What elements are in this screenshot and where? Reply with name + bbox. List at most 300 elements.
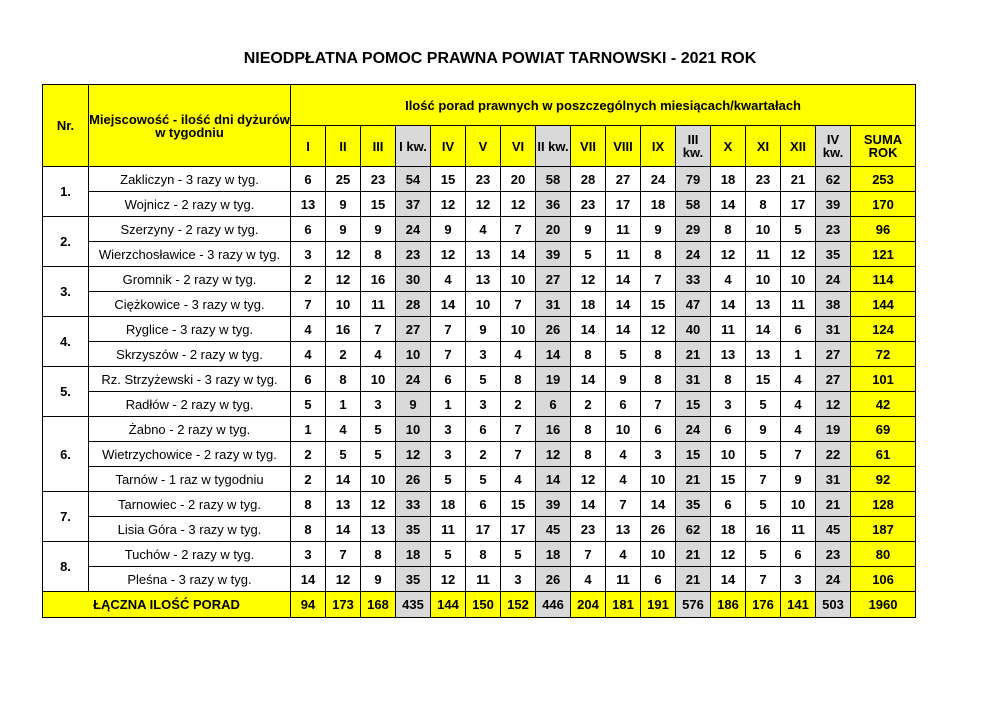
value-cell: 5 <box>746 492 781 517</box>
total-cell: 446 <box>536 592 571 618</box>
value-cell: 9 <box>466 317 501 342</box>
value-cell: 11 <box>361 292 396 317</box>
value-cell: 10 <box>501 267 536 292</box>
location-name: Gromnik - 2 razy w tyg. <box>89 267 291 292</box>
header-group: Ilość porad prawnych w poszczególnych miesiącach/kwartałach <box>291 85 916 126</box>
value-cell: 7 <box>501 417 536 442</box>
total-cell: 186 <box>711 592 746 618</box>
value-cell: 36 <box>536 192 571 217</box>
value-cell: 11 <box>781 292 816 317</box>
value-cell: 12 <box>536 442 571 467</box>
value-cell: 28 <box>571 167 606 192</box>
table-row <box>43 192 916 217</box>
value-cell: 18 <box>536 542 571 567</box>
page-title: NIEODPŁATNA POMOC PRAWNA POWIAT TARNOWSKI - 2021 ROK <box>243 50 757 67</box>
value-cell: 23 <box>816 217 851 242</box>
value-cell: 4 <box>781 417 816 442</box>
value-cell: 11 <box>746 242 781 267</box>
value-cell: 12 <box>816 392 851 417</box>
value-cell: 38 <box>816 292 851 317</box>
total-cell: 1960 <box>851 592 916 618</box>
value-cell: 12 <box>361 492 396 517</box>
table-row <box>43 467 916 492</box>
year-sum-cell: 128 <box>851 492 916 517</box>
value-cell: 11 <box>431 517 466 542</box>
value-cell: 5 <box>466 467 501 492</box>
group-number: 1. <box>43 167 89 217</box>
value-cell: 33 <box>396 492 431 517</box>
year-sum-cell: 124 <box>851 317 916 342</box>
total-label: ŁĄCZNA ILOŚĆ PORAD <box>43 592 291 618</box>
value-cell: 9 <box>606 367 641 392</box>
value-cell: 18 <box>571 292 606 317</box>
table-row <box>43 317 916 342</box>
value-cell: 14 <box>641 492 676 517</box>
value-cell: 12 <box>711 242 746 267</box>
value-cell: 10 <box>606 417 641 442</box>
value-cell: 9 <box>571 217 606 242</box>
location-name: Tarnowiec - 2 razy w tyg. <box>89 492 291 517</box>
value-cell: 9 <box>361 567 396 592</box>
legal-aid-table <box>42 84 916 618</box>
value-cell: 8 <box>501 367 536 392</box>
column-header: X <box>711 126 746 167</box>
value-cell: 11 <box>606 242 641 267</box>
value-cell: 12 <box>571 267 606 292</box>
value-cell: 17 <box>501 517 536 542</box>
value-cell: 35 <box>676 492 711 517</box>
value-cell: 15 <box>676 442 711 467</box>
value-cell: 24 <box>816 567 851 592</box>
year-sum-cell: 61 <box>851 442 916 467</box>
value-cell: 27 <box>536 267 571 292</box>
value-cell: 4 <box>501 342 536 367</box>
year-sum-cell: 101 <box>851 367 916 392</box>
value-cell: 4 <box>291 342 326 367</box>
value-cell: 7 <box>781 442 816 467</box>
column-header: III kw. <box>676 126 711 167</box>
table-row <box>43 567 916 592</box>
location-name: Wietrzychowice - 2 razy w tyg. <box>89 442 291 467</box>
value-cell: 7 <box>291 292 326 317</box>
value-cell: 15 <box>641 292 676 317</box>
value-cell: 14 <box>606 317 641 342</box>
value-cell: 7 <box>361 317 396 342</box>
value-cell: 2 <box>466 442 501 467</box>
location-name: Tuchów - 2 razy w tyg. <box>89 542 291 567</box>
value-cell: 10 <box>466 292 501 317</box>
total-cell: 576 <box>676 592 711 618</box>
value-cell: 12 <box>326 567 361 592</box>
value-cell: 3 <box>361 392 396 417</box>
column-header: VII <box>571 126 606 167</box>
value-cell: 9 <box>361 217 396 242</box>
value-cell: 5 <box>501 542 536 567</box>
location-name: Rz. Strzyżewski - 3 razy w tyg. <box>89 367 291 392</box>
value-cell: 10 <box>396 417 431 442</box>
value-cell: 19 <box>536 367 571 392</box>
value-cell: 26 <box>536 317 571 342</box>
value-cell: 13 <box>746 292 781 317</box>
value-cell: 13 <box>466 242 501 267</box>
value-cell: 5 <box>431 467 466 492</box>
value-cell: 4 <box>606 442 641 467</box>
value-cell: 16 <box>746 517 781 542</box>
value-cell: 4 <box>571 567 606 592</box>
value-cell: 7 <box>746 567 781 592</box>
value-cell: 18 <box>396 542 431 567</box>
value-cell: 26 <box>641 517 676 542</box>
year-sum-cell: 114 <box>851 267 916 292</box>
value-cell: 40 <box>676 317 711 342</box>
value-cell: 9 <box>326 192 361 217</box>
table-row <box>43 392 916 417</box>
value-cell: 8 <box>361 542 396 567</box>
value-cell: 27 <box>396 317 431 342</box>
value-cell: 10 <box>711 442 746 467</box>
location-name: Ryglice - 3 razy w tyg. <box>89 317 291 342</box>
value-cell: 18 <box>711 167 746 192</box>
value-cell: 2 <box>291 442 326 467</box>
value-cell: 7 <box>501 442 536 467</box>
value-cell: 10 <box>781 492 816 517</box>
value-cell: 24 <box>396 217 431 242</box>
value-cell: 15 <box>431 167 466 192</box>
value-cell: 21 <box>676 567 711 592</box>
column-header: II <box>326 126 361 167</box>
value-cell: 27 <box>816 367 851 392</box>
value-cell: 9 <box>781 467 816 492</box>
value-cell: 35 <box>816 242 851 267</box>
table-row <box>43 542 916 567</box>
value-cell: 58 <box>676 192 711 217</box>
total-cell: 181 <box>606 592 641 618</box>
table-row <box>43 167 916 192</box>
value-cell: 31 <box>536 292 571 317</box>
total-cell: 503 <box>816 592 851 618</box>
value-cell: 39 <box>536 242 571 267</box>
value-cell: 6 <box>606 392 641 417</box>
value-cell: 37 <box>396 192 431 217</box>
value-cell: 12 <box>326 242 361 267</box>
value-cell: 4 <box>781 392 816 417</box>
value-cell: 26 <box>396 467 431 492</box>
value-cell: 30 <box>396 267 431 292</box>
value-cell: 21 <box>676 467 711 492</box>
value-cell: 1 <box>326 392 361 417</box>
value-cell: 33 <box>676 267 711 292</box>
group-number: 6. <box>43 417 89 492</box>
value-cell: 62 <box>676 517 711 542</box>
value-cell: 11 <box>781 517 816 542</box>
value-cell: 23 <box>816 542 851 567</box>
column-header: XII <box>781 126 816 167</box>
group-number: 8. <box>43 542 89 592</box>
value-cell: 7 <box>326 542 361 567</box>
column-header: XI <box>746 126 781 167</box>
value-cell: 39 <box>536 492 571 517</box>
total-cell: 144 <box>431 592 466 618</box>
column-header: I <box>291 126 326 167</box>
value-cell: 3 <box>711 392 746 417</box>
location-name: Ciężkowice - 3 razy w tyg. <box>89 292 291 317</box>
total-cell: 168 <box>361 592 396 618</box>
column-header: I kw. <box>396 126 431 167</box>
value-cell: 14 <box>536 467 571 492</box>
total-cell: 94 <box>291 592 326 618</box>
value-cell: 19 <box>816 417 851 442</box>
value-cell: 14 <box>571 492 606 517</box>
value-cell: 26 <box>536 567 571 592</box>
value-cell: 3 <box>466 342 501 367</box>
year-sum-cell: 92 <box>851 467 916 492</box>
table-row <box>43 342 916 367</box>
location-name: Lisia Góra - 3 razy w tyg. <box>89 517 291 542</box>
value-cell: 1 <box>431 392 466 417</box>
year-sum-cell: 187 <box>851 517 916 542</box>
value-cell: 6 <box>711 492 746 517</box>
value-cell: 10 <box>781 267 816 292</box>
value-cell: 11 <box>466 567 501 592</box>
value-cell: 4 <box>291 317 326 342</box>
value-cell: 10 <box>326 292 361 317</box>
year-sum-cell: 144 <box>851 292 916 317</box>
value-cell: 18 <box>641 192 676 217</box>
column-header: VI <box>501 126 536 167</box>
value-cell: 10 <box>641 542 676 567</box>
value-cell: 3 <box>291 242 326 267</box>
value-cell: 14 <box>746 317 781 342</box>
value-cell: 3 <box>431 417 466 442</box>
value-cell: 5 <box>781 217 816 242</box>
value-cell: 12 <box>641 317 676 342</box>
value-cell: 10 <box>361 367 396 392</box>
value-cell: 14 <box>606 267 641 292</box>
value-cell: 12 <box>571 467 606 492</box>
group-number: 4. <box>43 317 89 367</box>
column-header: IV kw. <box>816 126 851 167</box>
value-cell: 8 <box>571 342 606 367</box>
value-cell: 8 <box>641 242 676 267</box>
value-cell: 21 <box>816 492 851 517</box>
group-number: 7. <box>43 492 89 542</box>
total-cell: 191 <box>641 592 676 618</box>
value-cell: 35 <box>396 517 431 542</box>
value-cell: 14 <box>606 292 641 317</box>
value-cell: 5 <box>746 442 781 467</box>
value-cell: 58 <box>536 167 571 192</box>
value-cell: 13 <box>326 492 361 517</box>
value-cell: 21 <box>676 342 711 367</box>
location-name: Skrzyszów - 2 razy w tyg. <box>89 342 291 367</box>
value-cell: 14 <box>536 342 571 367</box>
value-cell: 39 <box>816 192 851 217</box>
value-cell: 7 <box>641 392 676 417</box>
value-cell: 18 <box>431 492 466 517</box>
year-sum-cell: 96 <box>851 217 916 242</box>
value-cell: 12 <box>431 567 466 592</box>
year-sum-cell: 253 <box>851 167 916 192</box>
value-cell: 14 <box>326 467 361 492</box>
group-number: 5. <box>43 367 89 417</box>
value-cell: 7 <box>501 292 536 317</box>
value-cell: 5 <box>746 392 781 417</box>
value-cell: 7 <box>641 267 676 292</box>
value-cell: 6 <box>466 492 501 517</box>
value-cell: 8 <box>326 367 361 392</box>
value-cell: 2 <box>291 267 326 292</box>
table-row <box>43 517 916 542</box>
value-cell: 16 <box>361 267 396 292</box>
value-cell: 10 <box>501 317 536 342</box>
value-cell: 9 <box>431 217 466 242</box>
value-cell: 7 <box>431 342 466 367</box>
value-cell: 13 <box>746 342 781 367</box>
value-cell: 13 <box>606 517 641 542</box>
value-cell: 6 <box>536 392 571 417</box>
value-cell: 14 <box>326 517 361 542</box>
value-cell: 25 <box>326 167 361 192</box>
value-cell: 2 <box>291 467 326 492</box>
value-cell: 15 <box>746 367 781 392</box>
value-cell: 5 <box>606 342 641 367</box>
value-cell: 8 <box>361 242 396 267</box>
value-cell: 8 <box>466 542 501 567</box>
value-cell: 9 <box>641 217 676 242</box>
value-cell: 23 <box>571 192 606 217</box>
total-cell: 204 <box>571 592 606 618</box>
value-cell: 23 <box>571 517 606 542</box>
value-cell: 12 <box>711 542 746 567</box>
value-cell: 45 <box>816 517 851 542</box>
column-header: II kw. <box>536 126 571 167</box>
value-cell: 27 <box>606 167 641 192</box>
value-cell: 11 <box>606 217 641 242</box>
value-cell: 2 <box>326 342 361 367</box>
value-cell: 8 <box>711 367 746 392</box>
value-cell: 27 <box>816 342 851 367</box>
column-header: V <box>466 126 501 167</box>
value-cell: 31 <box>816 317 851 342</box>
value-cell: 8 <box>711 217 746 242</box>
total-cell: 141 <box>781 592 816 618</box>
total-cell: 173 <box>326 592 361 618</box>
header-nr: Nr. <box>43 85 89 167</box>
value-cell: 45 <box>536 517 571 542</box>
value-cell: 62 <box>816 167 851 192</box>
value-cell: 13 <box>361 517 396 542</box>
value-cell: 3 <box>466 392 501 417</box>
value-cell: 13 <box>466 267 501 292</box>
value-cell: 47 <box>676 292 711 317</box>
value-cell: 7 <box>571 542 606 567</box>
value-cell: 7 <box>746 467 781 492</box>
value-cell: 4 <box>711 267 746 292</box>
value-cell: 5 <box>361 442 396 467</box>
value-cell: 15 <box>676 392 711 417</box>
value-cell: 5 <box>746 542 781 567</box>
table-row <box>43 217 916 242</box>
table-row <box>43 242 916 267</box>
year-sum-cell: 42 <box>851 392 916 417</box>
value-cell: 9 <box>326 217 361 242</box>
group-number: 3. <box>43 267 89 317</box>
value-cell: 4 <box>606 467 641 492</box>
year-sum-cell: 121 <box>851 242 916 267</box>
value-cell: 3 <box>501 567 536 592</box>
location-name: Pleśna - 3 razy w tyg. <box>89 567 291 592</box>
value-cell: 3 <box>641 442 676 467</box>
value-cell: 5 <box>466 367 501 392</box>
value-cell: 13 <box>291 192 326 217</box>
value-cell: 24 <box>396 367 431 392</box>
value-cell: 20 <box>501 167 536 192</box>
value-cell: 14 <box>711 567 746 592</box>
group-number: 2. <box>43 217 89 267</box>
value-cell: 6 <box>641 567 676 592</box>
value-cell: 8 <box>746 192 781 217</box>
value-cell: 15 <box>501 492 536 517</box>
value-cell: 6 <box>641 417 676 442</box>
table-row <box>43 442 916 467</box>
table-row <box>43 492 916 517</box>
value-cell: 24 <box>676 242 711 267</box>
value-cell: 14 <box>501 242 536 267</box>
value-cell: 4 <box>781 367 816 392</box>
value-cell: 8 <box>641 342 676 367</box>
value-cell: 8 <box>641 367 676 392</box>
value-cell: 13 <box>711 342 746 367</box>
column-header: IV <box>431 126 466 167</box>
value-cell: 4 <box>501 467 536 492</box>
year-sum-cell: 72 <box>851 342 916 367</box>
value-cell: 12 <box>431 242 466 267</box>
value-cell: 1 <box>291 417 326 442</box>
year-sum-cell: 170 <box>851 192 916 217</box>
value-cell: 5 <box>431 542 466 567</box>
value-cell: 8 <box>571 442 606 467</box>
value-cell: 10 <box>361 467 396 492</box>
location-name: Zakliczyn - 3 razy w tyg. <box>89 167 291 192</box>
value-cell: 22 <box>816 442 851 467</box>
location-name: Szerzyny - 2 razy w tyg. <box>89 217 291 242</box>
value-cell: 3 <box>781 567 816 592</box>
column-header: III <box>361 126 396 167</box>
total-cell: 435 <box>396 592 431 618</box>
value-cell: 20 <box>536 217 571 242</box>
value-cell: 8 <box>291 517 326 542</box>
value-cell: 6 <box>291 217 326 242</box>
value-cell: 24 <box>816 267 851 292</box>
value-cell: 23 <box>396 242 431 267</box>
year-sum-cell: 80 <box>851 542 916 567</box>
location-name: Wierzchosławice - 3 razy w tyg. <box>89 242 291 267</box>
value-cell: 35 <box>396 567 431 592</box>
value-cell: 2 <box>501 392 536 417</box>
value-cell: 23 <box>361 167 396 192</box>
value-cell: 5 <box>571 242 606 267</box>
value-cell: 6 <box>711 417 746 442</box>
value-cell: 8 <box>291 492 326 517</box>
value-cell: 28 <box>396 292 431 317</box>
value-cell: 3 <box>291 542 326 567</box>
value-cell: 4 <box>606 542 641 567</box>
value-cell: 4 <box>326 417 361 442</box>
value-cell: 6 <box>291 367 326 392</box>
header-location: Miejscowość - ilość dni dyżurów w tygodniu <box>89 85 291 167</box>
value-cell: 14 <box>711 292 746 317</box>
value-cell: 24 <box>641 167 676 192</box>
